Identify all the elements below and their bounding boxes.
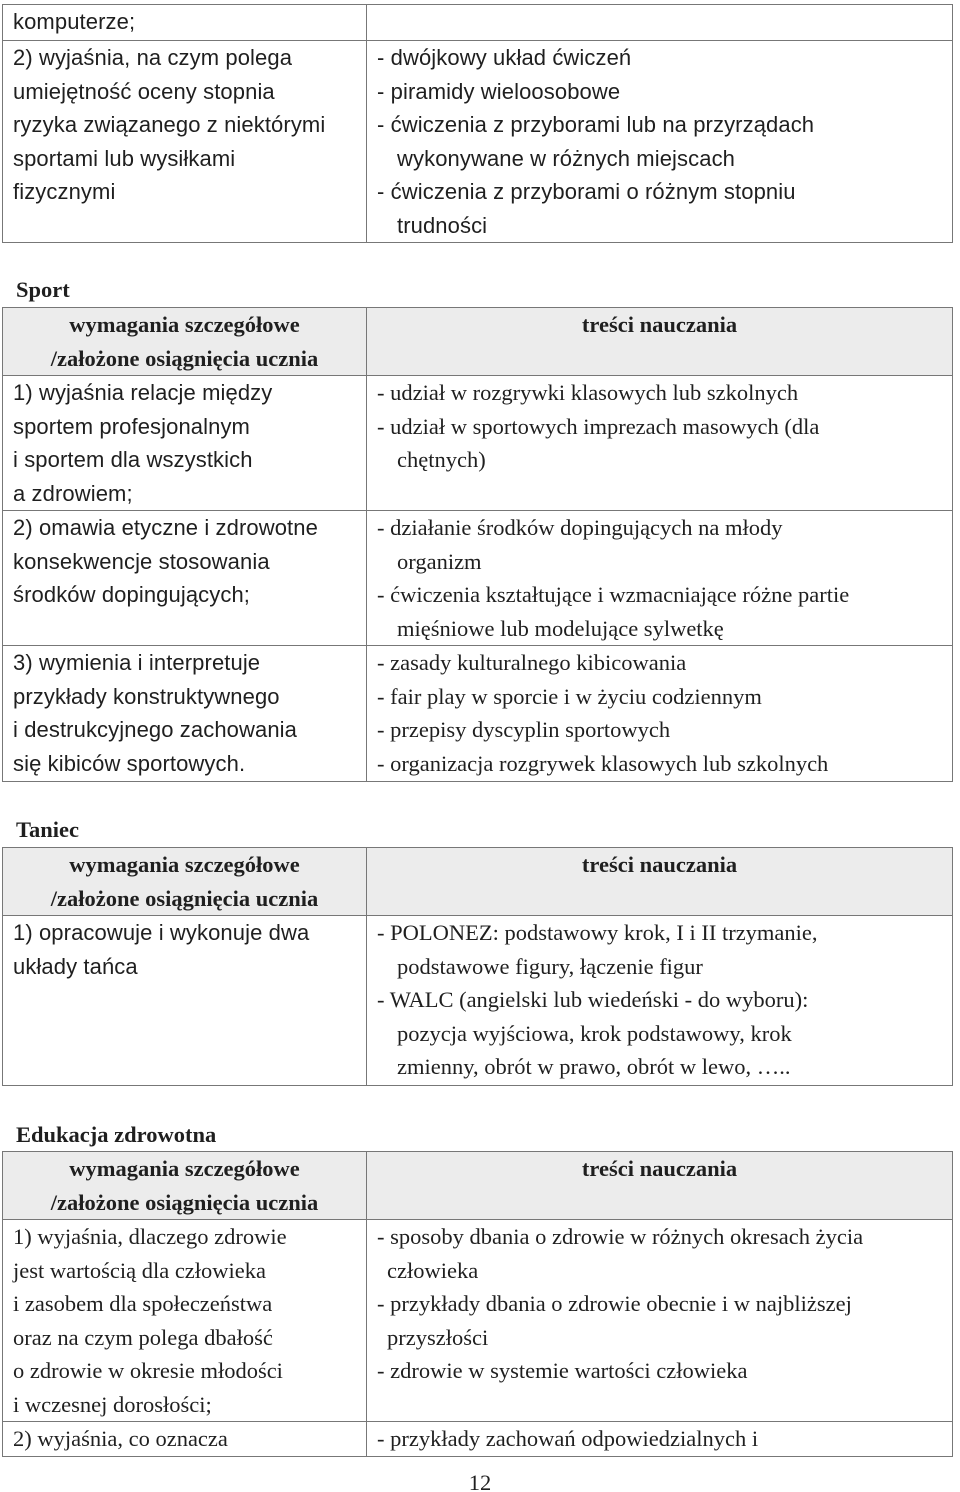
text-line: wykonywane w różnych miejscach xyxy=(397,145,736,171)
text-line: podstawowe figury, łączenie figur xyxy=(397,953,703,979)
text-line: 2) wyjaśnia, co oznacza xyxy=(13,1426,228,1451)
header-line: /założone osiągnięcia ucznia xyxy=(50,885,319,911)
top-table xyxy=(2,4,953,243)
text-line: i destrukcyjnego zachowania xyxy=(13,717,297,742)
page-number: 12 xyxy=(468,1470,492,1492)
text-line: - POLONEZ: podstawowy krok, I i II trzymanie, xyxy=(377,920,818,945)
text-line: - zdrowie w systemie wartości człowieka xyxy=(377,1358,748,1383)
top-right-cell-2 xyxy=(367,41,953,243)
text-line: - ćwiczenia z przyborami o różnym stopniu xyxy=(377,179,796,204)
text-line: - udział w rozgrywki klasowych lub szkolnych xyxy=(377,380,799,405)
text-line: 3) wymienia i interpretuje xyxy=(13,650,261,675)
text-line: i zasobem dla społeczeństwa xyxy=(13,1291,273,1316)
text-line: komputerze; xyxy=(13,9,136,34)
header-content xyxy=(367,848,953,916)
header-line: /założone osiągnięcia ucznia xyxy=(50,1189,319,1215)
requirement-cell xyxy=(3,376,367,511)
text-line: umiejętność oceny stopnia xyxy=(13,78,275,104)
content-cell xyxy=(367,916,953,1086)
text-line: chętnych) xyxy=(397,447,486,472)
text-line: przykłady konstruktywnego xyxy=(13,683,280,709)
requirement-cell xyxy=(3,646,367,782)
text-line: - działanie środków dopingujących na młody xyxy=(377,515,783,540)
taniec-table xyxy=(2,847,953,1086)
header-line: /założone osiągnięcia ucznia xyxy=(50,345,319,371)
requirement-cell xyxy=(3,1220,367,1422)
text-line: - piramidy wieloosobowe xyxy=(377,78,621,104)
content-cell xyxy=(367,1220,953,1422)
section-title-sport: Sport xyxy=(16,277,70,302)
requirement-cell xyxy=(3,1422,367,1457)
text-line: - zasady kulturalnego kibicowania xyxy=(377,650,687,675)
text-line: człowieka xyxy=(387,1257,479,1283)
content-cell xyxy=(367,376,953,511)
text-line: środków dopingujących; xyxy=(13,582,251,607)
text-line: - przykłady zachowań odpowiedzialnych i xyxy=(377,1426,759,1451)
text-line: zmienny, obrót w prawo, obrót w lewo, ….. xyxy=(397,1054,791,1079)
requirement-cell xyxy=(3,511,367,646)
top-left-cell-1 xyxy=(3,5,367,41)
header-line: wymagania szczegółowe xyxy=(69,312,300,337)
text-line: trudności xyxy=(397,212,488,238)
text-line: - ćwiczenia kształtujące i wzmacniające różne partie xyxy=(377,582,850,607)
content-cell xyxy=(367,511,953,646)
text-line: mięśniowe lub modelujące sylwetkę xyxy=(397,615,724,641)
text-line: 1) opracowuje i wykonuje dwa xyxy=(13,920,310,945)
text-line: 1) wyjaśnia, dlaczego zdrowie xyxy=(13,1224,287,1249)
text-line: fizycznymi xyxy=(13,179,116,204)
text-line: ryzyka związanego z niektórymi xyxy=(13,112,326,137)
header-line: treści nauczania xyxy=(581,312,738,337)
top-right-cell-1 xyxy=(367,5,953,41)
content-cell xyxy=(367,1422,953,1457)
text-line: konsekwencje stosowania xyxy=(13,548,270,574)
text-line: - fair play w sporcie i w życiu codziennym xyxy=(377,683,762,709)
header-content xyxy=(367,308,953,376)
top-left-cell-2 xyxy=(3,41,367,243)
header-requirements xyxy=(3,308,367,376)
text-line: jest wartością dla człowieka xyxy=(13,1257,267,1283)
text-line: układy tańca xyxy=(13,953,138,979)
text-line: - udział w sportowych imprezach masowych (dla xyxy=(377,413,820,439)
text-line: pozycja wyjściowa, krok podstawowy, krok xyxy=(397,1020,792,1046)
text-line: i sportem dla wszystkich xyxy=(13,447,253,472)
header-content xyxy=(367,1152,953,1220)
text-line: się kibiców sportowych. xyxy=(13,750,246,776)
text-line: sportami lub wysiłkami xyxy=(13,145,236,171)
requirement-cell xyxy=(3,916,367,1086)
text-line: - przykłady dbania o zdrowie obecnie i w najbliższej xyxy=(377,1291,852,1316)
header-line: wymagania szczegółowe xyxy=(69,852,300,877)
text-line: - dwójkowy układ ćwiczeń xyxy=(377,45,632,70)
header-requirements xyxy=(3,848,367,916)
text-line: - organizacja rozgrywek klasowych lub szkolnych xyxy=(377,750,829,776)
text-line: - przepisy dyscyplin sportowych xyxy=(377,717,671,742)
text-line: - ćwiczenia z przyborami lub na przyrządach xyxy=(377,112,815,137)
text-line: organizm xyxy=(397,548,482,574)
section-title-taniec: Taniec xyxy=(16,817,79,842)
text-line: 2) wyjaśnia, na czym polega xyxy=(13,45,293,70)
text-line: 2) omawia etyczne i zdrowotne xyxy=(13,515,318,540)
header-line: wymagania szczegółowe xyxy=(69,1156,300,1181)
text-line: - WALC (angielski lub wiedeński - do wyboru): xyxy=(377,987,809,1012)
text-line: - sposoby dbania o zdrowie w różnych okresach życia xyxy=(377,1224,864,1249)
header-line: treści nauczania xyxy=(581,852,738,877)
text-line: przyszłości xyxy=(387,1324,489,1350)
text-line: o zdrowie w okresie młodości xyxy=(13,1358,283,1383)
text-line: oraz na czym polega dbałość xyxy=(13,1324,273,1350)
header-requirements xyxy=(3,1152,367,1220)
edukacja-table xyxy=(2,1151,953,1457)
header-line: treści nauczania xyxy=(581,1156,738,1181)
text-line: sportem profesjonalnym xyxy=(13,413,250,439)
text-line: i wczesnej dorosłości; xyxy=(13,1391,212,1417)
text-line: a zdrowiem; xyxy=(13,480,133,506)
content-cell xyxy=(367,646,953,782)
sport-table xyxy=(2,307,953,782)
text-line: 1) wyjaśnia relacje między xyxy=(13,380,273,405)
section-title-edukacja-zdrowotna: Edukacja zdrowotna xyxy=(16,1122,217,1147)
